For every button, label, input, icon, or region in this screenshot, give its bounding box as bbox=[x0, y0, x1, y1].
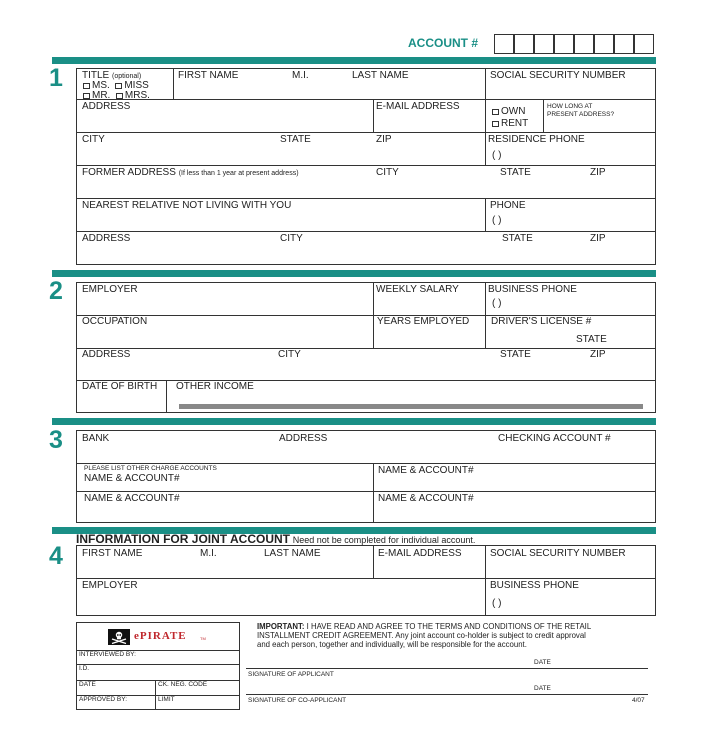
business-phone-field[interactable]: BUSINESS PHONE bbox=[488, 284, 577, 295]
section-2-number: 2 bbox=[49, 277, 63, 305]
date-of-birth-field[interactable]: DATE OF BIRTH bbox=[82, 381, 158, 392]
relative-state-field[interactable]: STATE bbox=[502, 233, 533, 244]
how-long-label: HOW LONG AT PRESENT ADDRESS? bbox=[547, 103, 615, 118]
brand-trademark: TM bbox=[200, 636, 206, 641]
relative-phone-field[interactable]: PHONE bbox=[490, 200, 526, 211]
employer-field[interactable]: EMPLOYER bbox=[82, 284, 138, 295]
employer-state-field[interactable]: STATE bbox=[500, 349, 531, 360]
years-employed-field[interactable]: YEARS EMPLOYED bbox=[377, 316, 470, 327]
id-field[interactable]: I.D. bbox=[79, 665, 90, 672]
former-zip-field[interactable]: ZIP bbox=[590, 167, 606, 178]
relative-zip-field[interactable]: ZIP bbox=[590, 233, 606, 244]
agreement-text: IMPORTANT: I HAVE READ AND AGREE TO THE TERMS AND CONDITIONS OF THE RETAIL INSTALLMENT CREDIT AGREEMENT. Any joint account co-holder is subject to credit approval and each person, together and individually, will be responsible for the account. bbox=[257, 622, 592, 649]
charge-account-4-field[interactable]: NAME & ACCOUNT# bbox=[378, 493, 474, 504]
charge-account-3-field[interactable]: NAME & ACCOUNT# bbox=[84, 493, 180, 504]
office-date-field[interactable]: DATE bbox=[79, 681, 96, 688]
ssn-field[interactable]: SOCIAL SECURITY NUMBER bbox=[490, 70, 626, 81]
section-2-form bbox=[76, 282, 656, 413]
brand-name: ePIRATE bbox=[134, 630, 187, 642]
drivers-license-state-field[interactable]: STATE bbox=[576, 334, 607, 345]
own-checkbox[interactable]: OWN bbox=[492, 106, 525, 117]
mr-checkbox[interactable]: MR. bbox=[83, 90, 110, 101]
former-state-field[interactable]: STATE bbox=[500, 167, 531, 178]
residence-phone-area-code: ( ) bbox=[492, 150, 502, 161]
bank-field[interactable]: BANK bbox=[82, 433, 110, 444]
coapplicant-date-label: DATE bbox=[534, 685, 551, 692]
middle-initial-field[interactable]: M.I. bbox=[292, 70, 309, 81]
zip-field[interactable]: ZIP bbox=[376, 134, 392, 145]
joint-account-heading: INFORMATION FOR JOINT ACCOUNT Need not be completed for individual account. bbox=[76, 532, 476, 546]
nearest-relative-field[interactable]: NEAREST RELATIVE NOT LIVING WITH YOU bbox=[82, 200, 292, 211]
residence-phone-field[interactable]: RESIDENCE PHONE bbox=[488, 134, 585, 145]
last-name-field[interactable]: LAST NAME bbox=[352, 70, 409, 81]
section-4-number: 4 bbox=[49, 542, 63, 570]
weekly-salary-field[interactable]: WEEKLY SALARY bbox=[376, 284, 459, 295]
state-field[interactable]: STATE bbox=[280, 134, 311, 145]
joint-email-field[interactable]: E-MAIL ADDRESS bbox=[378, 548, 462, 559]
business-phone-area-code: ( ) bbox=[492, 298, 502, 309]
relative-address-field[interactable]: ADDRESS bbox=[82, 233, 131, 244]
occupation-field[interactable]: OCCUPATION bbox=[82, 316, 148, 327]
ck-neg-code-field[interactable]: CK. NEG. CODE bbox=[158, 681, 208, 688]
bank-address-field[interactable]: ADDRESS bbox=[279, 433, 328, 444]
joint-last-name-field[interactable]: LAST NAME bbox=[264, 548, 321, 559]
other-income-field[interactable]: OTHER INCOME bbox=[176, 381, 254, 392]
city-field[interactable]: CITY bbox=[82, 134, 105, 145]
title-options-row-2 bbox=[83, 90, 150, 101]
section-1-divider bbox=[52, 57, 656, 64]
section-3-divider bbox=[52, 418, 656, 425]
applicant-date-label: DATE bbox=[534, 659, 551, 666]
checking-account-field[interactable]: CHECKING ACCOUNT # bbox=[498, 433, 611, 444]
title-label: TITLE (optional) bbox=[82, 70, 142, 81]
joint-employer-field[interactable]: EMPLOYER bbox=[82, 580, 138, 591]
form-code: 4/07 bbox=[632, 697, 645, 704]
coapplicant-signature-line[interactable] bbox=[246, 694, 648, 695]
interviewed-by-field[interactable]: INTERVIEWED BY: bbox=[79, 651, 136, 658]
applicant-signature-line[interactable] bbox=[246, 668, 648, 669]
limit-field[interactable]: LIMIT bbox=[158, 696, 175, 703]
coapplicant-signature-label: SIGNATURE OF CO-APPLICANT bbox=[248, 697, 347, 704]
brand-logo bbox=[108, 629, 208, 645]
relative-city-field[interactable]: CITY bbox=[280, 233, 303, 244]
charge-account-2-field[interactable]: NAME & ACCOUNT# bbox=[378, 465, 474, 476]
charge-account-1-field[interactable]: NAME & ACCOUNT# bbox=[84, 473, 180, 484]
joint-middle-initial-field[interactable]: M.I. bbox=[200, 548, 217, 559]
former-city-field[interactable]: CITY bbox=[376, 167, 399, 178]
address-field[interactable]: ADDRESS bbox=[82, 101, 131, 112]
first-name-field[interactable]: FIRST NAME bbox=[178, 70, 239, 81]
employer-zip-field[interactable]: ZIP bbox=[590, 349, 606, 360]
rent-checkbox[interactable]: RENT bbox=[492, 118, 528, 129]
section-1-number: 1 bbox=[49, 64, 63, 92]
drivers-license-field[interactable]: DRIVER'S LICENSE # bbox=[491, 316, 592, 327]
miss-checkbox[interactable]: MISS bbox=[115, 80, 148, 91]
joint-business-phone-area-code: ( ) bbox=[492, 598, 502, 609]
section-3-number: 3 bbox=[49, 426, 63, 454]
joint-ssn-field[interactable]: SOCIAL SECURITY NUMBER bbox=[490, 548, 626, 559]
account-number-label: ACCOUNT # bbox=[408, 36, 479, 50]
joint-business-phone-field[interactable]: BUSINESS PHONE bbox=[490, 580, 579, 591]
ms-checkbox[interactable]: MS. bbox=[83, 80, 110, 91]
section-2-divider bbox=[52, 270, 656, 277]
relative-phone-area-code: ( ) bbox=[492, 215, 502, 226]
applicant-signature-label: SIGNATURE OF APPLICANT bbox=[248, 671, 334, 678]
email-field[interactable]: E-MAIL ADDRESS bbox=[376, 101, 460, 112]
pirate-flag-icon bbox=[108, 629, 130, 645]
approved-by-field[interactable]: APPROVED BY: bbox=[79, 696, 128, 703]
former-address-field[interactable]: FORMER ADDRESS (If less than 1 year at present address) bbox=[82, 167, 299, 178]
mrs-checkbox[interactable]: MRS. bbox=[116, 90, 150, 101]
employer-address-field[interactable]: ADDRESS bbox=[82, 349, 131, 360]
joint-first-name-field[interactable]: FIRST NAME bbox=[82, 548, 143, 559]
employer-city-field[interactable]: CITY bbox=[278, 349, 301, 360]
other-charge-accounts-label: PLEASE LIST OTHER CHARGE ACCOUNTS bbox=[84, 465, 217, 472]
